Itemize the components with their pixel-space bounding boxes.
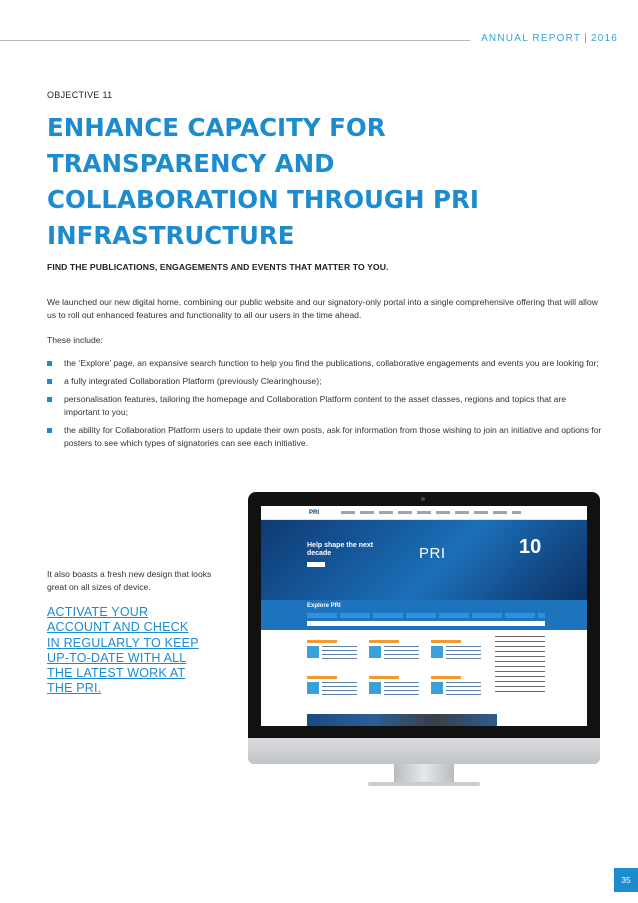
monitor-bezel — [248, 492, 600, 738]
cta-line: THE PRI. — [47, 681, 102, 696]
list-item — [47, 424, 602, 450]
screen-anniversary-mark: 10 — [519, 536, 542, 558]
screen-content-grid — [307, 636, 545, 726]
cta-line: IN REGULARLY TO KEEP — [47, 635, 199, 650]
screen-explore-heading: Explore PRI — [307, 603, 341, 609]
monitor-illustration — [248, 492, 600, 786]
list-item-text: personalisation features, tailoring the homepage and Collaboration Platform content to the asset classes, regions and topics that are important to you; — [64, 394, 567, 417]
title-line: INFRASTRUCTURE — [47, 221, 295, 250]
title-line: ENHANCE CAPACITY FOR — [47, 113, 386, 142]
include-paragraph: These include: — [47, 335, 103, 345]
cta-line: ACCOUNT AND CHECK — [47, 620, 189, 635]
camera-icon — [421, 497, 425, 501]
screen-card — [307, 640, 357, 670]
bullet-square-icon — [47, 361, 52, 366]
title-line: TRANSPARENCY AND — [47, 149, 335, 178]
hero-line: Help shape the next — [307, 542, 374, 549]
page-title — [47, 110, 587, 254]
screen-card — [431, 676, 481, 706]
screen-card — [307, 676, 357, 706]
screen-hero-banner — [261, 520, 587, 600]
screen-card — [369, 676, 419, 706]
screen-navbar — [261, 506, 587, 520]
bullet-square-icon — [47, 428, 52, 433]
objective-label: OBJECTIVE 11 — [47, 90, 113, 100]
cta-line: THE LATEST WORK AT — [47, 666, 186, 681]
header-report-label: ANNUAL REPORT — [481, 33, 582, 44]
hero-line: decade — [307, 550, 332, 557]
cta-line: ACTIVATE YOUR — [47, 605, 149, 619]
header-separator: | — [584, 33, 588, 44]
screen-brand-mark: PRI — [419, 545, 446, 562]
list-item — [47, 357, 602, 370]
screen-card — [431, 640, 481, 670]
list-item-text: the ability for Collaboration Platform users to update their own posts, ask for information from those wishing to join an initiative and options for posters to see which types of signatories can see each initiative. — [64, 425, 602, 448]
section-subtitle: FIND THE PUBLICATIONS, ENGAGEMENTS AND EVENTS THAT MATTER TO YOU. — [47, 262, 389, 272]
screen-explore-bar — [261, 600, 587, 630]
design-note: It also boasts a fresh new design that looks great on all sizes of device. — [47, 569, 212, 592]
screen-hero-heading — [307, 542, 373, 558]
cta-line: UP-TO-DATE WITH ALL — [47, 650, 187, 665]
screen-card — [369, 640, 419, 670]
list-item-text: the ‘Explore’ page, an expansive search function to help you find the publications, collaborative engagements and events you are looking for; — [64, 358, 599, 368]
bullet-square-icon — [47, 379, 52, 384]
page-number: 35 — [614, 868, 638, 892]
feature-list — [47, 357, 602, 455]
title-line: COLLABORATION THROUGH PRI — [47, 185, 479, 214]
header-rule — [0, 40, 470, 41]
website-screenshot — [261, 506, 587, 726]
bullet-square-icon — [47, 397, 52, 402]
screen-sidebar — [495, 636, 545, 696]
intro-paragraph: We launched our new digital home, combining our public website and our signatory-only portal into a single comprehensive offering that will allow us to roll out enhanced features and functionality to all our users in the time ahead. — [47, 297, 598, 320]
screen-nav-links — [341, 511, 521, 514]
monitor-chin — [248, 738, 600, 764]
header-year: 2016 — [590, 33, 618, 44]
list-item — [47, 393, 602, 419]
running-header — [481, 33, 618, 44]
call-to-action-link[interactable] — [47, 605, 237, 697]
screen-hero-button — [307, 562, 325, 567]
screen-explore-tabs — [307, 613, 545, 618]
screen-logo: PRI — [309, 510, 320, 516]
monitor-base — [368, 782, 480, 786]
screen-image-strip — [307, 714, 497, 726]
list-item — [47, 375, 602, 388]
list-item-text: a fully integrated Collaboration Platform (previously Clearinghouse); — [64, 376, 322, 386]
screen-search-field — [307, 621, 545, 626]
